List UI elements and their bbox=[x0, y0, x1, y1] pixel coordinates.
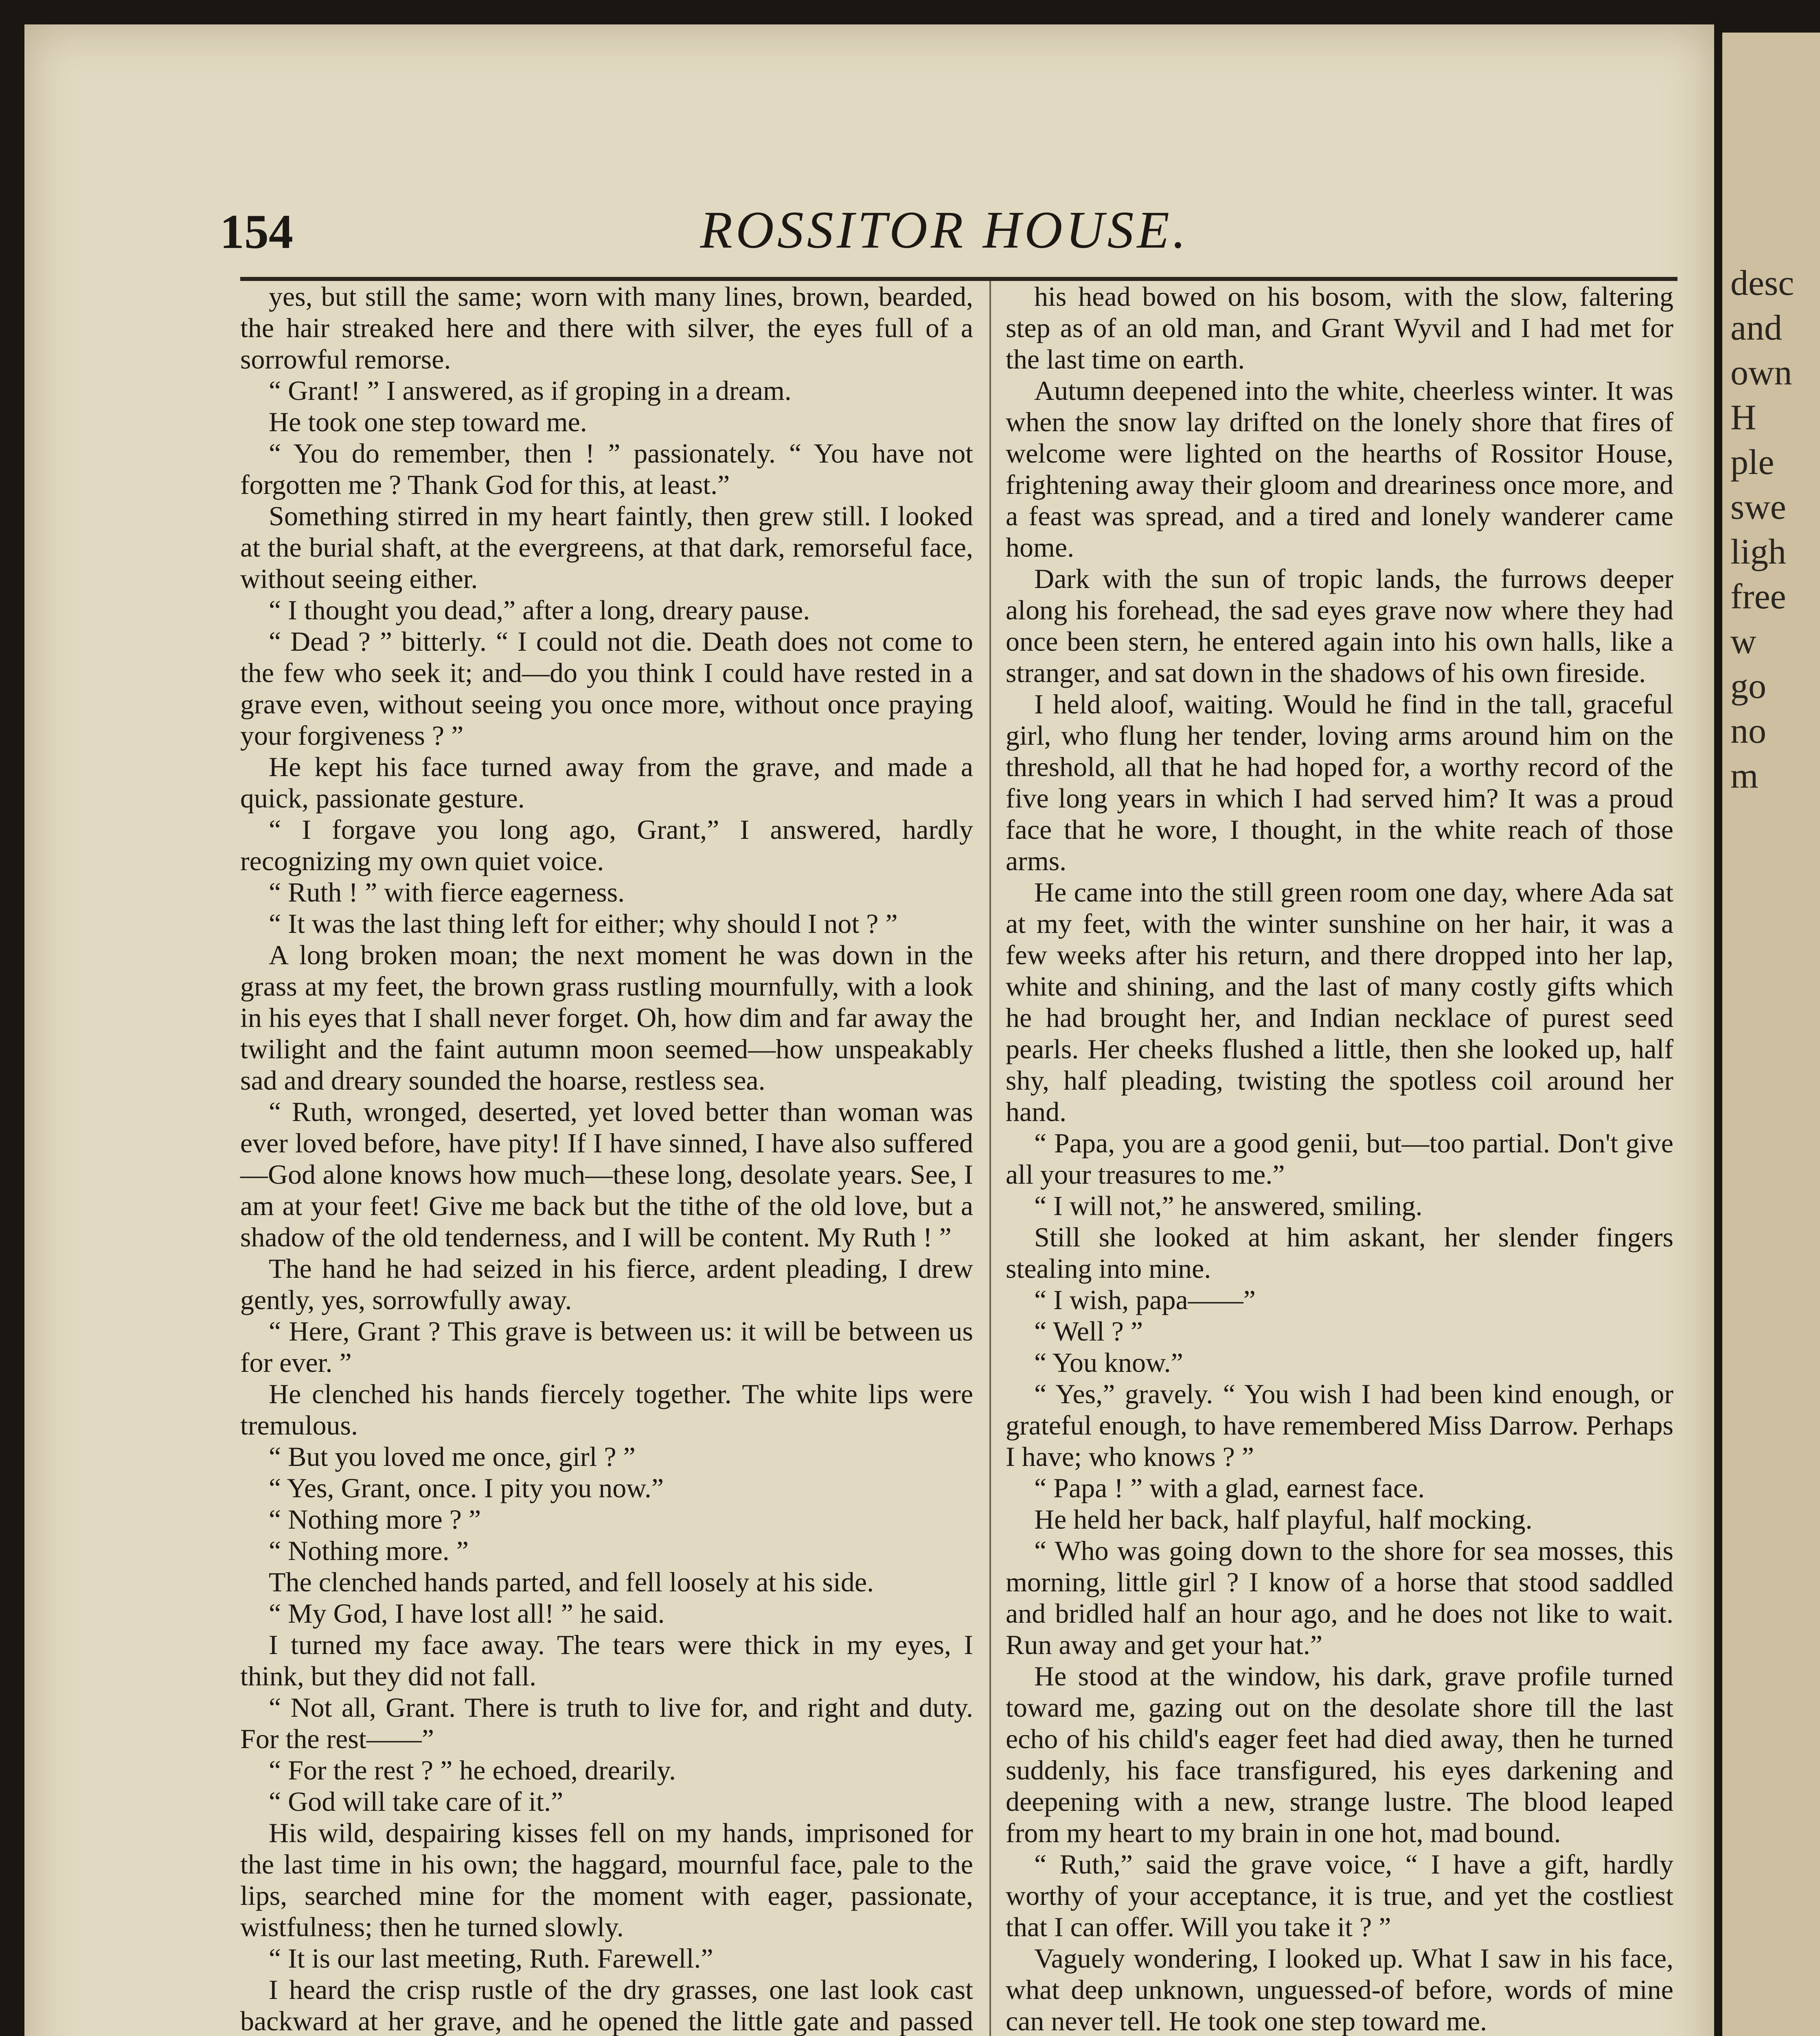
page-number: 154 bbox=[220, 204, 293, 259]
paragraph: A long broken moan; the next moment he was down in the grass at my feet, the brown grass rustling mournfully, with a look in his eyes that I shall never forget. Oh, how dim and far away the twilight and the faint autumn moon seemed—how unspeakably sad and dreary sounded the hoarse, restless sea. bbox=[240, 939, 973, 1096]
column-divider bbox=[989, 281, 991, 2036]
facing-page-fragment: own bbox=[1730, 353, 1792, 393]
facing-page-fragment: desc bbox=[1730, 263, 1794, 303]
paragraph: Vaguely wondering, I looked up. What I saw in his face, what deep unknown, unguessed-of before, words of mine can never tell. He took one step toward me. bbox=[1006, 1943, 1673, 2036]
facing-page-fragment: m bbox=[1730, 756, 1759, 796]
paragraph: I held aloof, waiting. Would he find in the tall, graceful girl, who flung her tender, loving arms around him on the threshold, all that he had hoped for, a worthy record of the five long years in which I had served him? It was a proud face that he wore, I thought, in the white reach of those arms. bbox=[1006, 689, 1673, 876]
header-rule bbox=[240, 277, 1677, 281]
paragraph: “ You do remember, then ! ” passionately. “ You have not forgotten me ? Thank God for this, at least.” bbox=[240, 438, 973, 500]
paragraph: “ Nothing more ? ” bbox=[269, 1504, 481, 1535]
paragraph: “ Papa, you are a good genii, but—too partial. Don't give all your treasures to me.” bbox=[1006, 1128, 1673, 1190]
paragraph: “ Not all, Grant. There is truth to live for, and right and duty. For the rest——” bbox=[240, 1692, 973, 1754]
paragraph: “ I thought you dead,” after a long, dreary pause. bbox=[269, 595, 810, 625]
paragraph: “ Dead ? ” bitterly. “ I could not die. Death does not come to the few who seek it; and—do you think I could have rested in a grave even, without seeing you once more, without once praying your forgiveness ? ” bbox=[240, 626, 973, 751]
paragraph: “ Papa ! ” with a glad, earnest face. bbox=[1034, 1472, 1425, 1503]
facing-page-fragment: w bbox=[1730, 622, 1756, 661]
facing-page-fragment: ple bbox=[1730, 443, 1774, 482]
paragraph: Dark with the sun of tropic lands, the furrows deeper along his forehead, the sad eyes grave now where they had once been stern, he entered again into his own halls, like a stranger, and sat down in the shadows of his own fireside. bbox=[1006, 563, 1673, 688]
paragraph: yes, but still the same; worn with many lines, brown, bearded, the hair streaked here and there with silver, the eyes full of a sorrowful remorse. bbox=[240, 281, 973, 375]
paragraph: “ Ruth,” said the grave voice, “ I have a gift, hardly worthy of your acceptance, it is true, and yet the costliest that I can offer. Will you take it ? ” bbox=[1006, 1849, 1673, 1942]
paragraph: “ I wish, papa——” bbox=[1034, 1284, 1256, 1315]
paragraph: “ It is our last meeting, Ruth. Farewell.” bbox=[269, 1943, 713, 1974]
paragraph: Autumn deepened into the white, cheerless winter. It was when the snow lay drifted on the lonely shore that fires of welcome were lighted on the hearths of Rossitor House, frightening away their gloom and dreariness once more, and a feast was spread, and a tired and lonely wanderer came home. bbox=[1006, 375, 1673, 563]
paragraph: The hand he had seized in his fierce, ardent pleading, I drew gently, yes, sorrowfully away. bbox=[240, 1253, 973, 1315]
paragraph: Still she looked at him askant, her slender fingers stealing into mine. bbox=[1006, 1222, 1673, 1284]
paragraph: His wild, despairing kisses fell on my hands, imprisoned for the last time in his own; the haggard, mournful face, pale to the lips, searched mine for the moment with eager, passionate, wistfulness; then he turned slowly. bbox=[240, 1817, 973, 1942]
paragraph: his head bowed on his bosom, with the slow, faltering step as of an old man, and Grant Wyvil and I had met for the last time on earth. bbox=[1006, 281, 1673, 375]
paragraph: “ Yes, Grant, once. I pity you now.” bbox=[269, 1472, 664, 1503]
paragraph: I heard the crisp rustle of the dry grasses, one last look cast backward at her grave, and he opened the little gate and passed bbox=[240, 1974, 973, 2036]
paragraph: “ Grant! ” I answered, as if groping in a dream. bbox=[269, 375, 792, 406]
paragraph: “ I forgave you long ago, Grant,” I answered, hardly recognizing my own quiet voice. bbox=[240, 814, 973, 876]
facing-page-fragment: H bbox=[1730, 398, 1756, 437]
left-text-column bbox=[240, 281, 973, 2036]
facing-page-fragment: free bbox=[1730, 577, 1786, 617]
paragraph: The clenched hands parted, and fell loosely at his side. bbox=[269, 1566, 874, 1597]
facing-page-fragment: and bbox=[1730, 308, 1783, 348]
paragraph: “ I will not,” he answered, smiling. bbox=[1034, 1190, 1423, 1221]
paragraph: “ God will take care of it.” bbox=[269, 1786, 564, 1817]
paragraph: “ Yes,” gravely. “ You wish I had been kind enough, or grateful enough, to have remembered Miss Darrow. Perhaps I have; who knows ? ” bbox=[1006, 1378, 1673, 1472]
paragraph: “ Well ? ” bbox=[1034, 1316, 1143, 1347]
paragraph: “ You know.” bbox=[1034, 1347, 1183, 1378]
right-text-column bbox=[1006, 281, 1673, 2036]
paragraph: He held her back, half playful, half mocking. bbox=[1034, 1504, 1533, 1535]
facing-page-fragment: no bbox=[1730, 711, 1766, 751]
paragraph: “ My God, I have lost all! ” he said. bbox=[269, 1598, 665, 1629]
facing-page-edge bbox=[1722, 33, 1820, 2036]
running-title: ROSSITOR HOUSE. bbox=[700, 201, 1189, 259]
paragraph: “ Nothing more. ” bbox=[269, 1535, 469, 1566]
paragraph: He stood at the window, his dark, grave profile turned toward me, gazing out on the desolate shore till the last echo of his child's eager feet had died away, then he turned suddenly, his face transfigured, his eyes darkening and deepening with a new, strange lustre. The blood leaped from my heart to my brain in one hot, mad bound. bbox=[1006, 1661, 1673, 1848]
paragraph: “ Ruth ! ” with fierce eagerness. bbox=[269, 877, 625, 908]
paragraph: He came into the still green room one day, where Ada sat at my feet, with the winter sunshine on her hair, it was a few weeks after his return, and there dropped into her lap, white and shining, and the last of many costly gifts which he had brought her, and Indian necklace of purest seed pearls. Her cheeks flushed a little, then she looked up, half shy, half pleading, twisting the spotless coil around her hand. bbox=[1006, 877, 1673, 1127]
paragraph: He clenched his hands fiercely together. The white lips were tremulous. bbox=[240, 1378, 973, 1441]
paragraph: He took one step toward me. bbox=[269, 406, 587, 437]
paragraph: “ Who was going down to the shore for sea mosses, this morning, little girl ? I know of a horse that stood saddled and bridled half an hour ago, and he does not like to wait. Run away and get your hat.” bbox=[1006, 1535, 1673, 1660]
paragraph: I turned my face away. The tears were thick in my eyes, I think, but they did not fall. bbox=[240, 1629, 973, 1692]
paragraph: “ Ruth, wronged, deserted, yet loved better than woman was ever loved before, have pity! If I have sinned, I have also suffered—God alone knows how much—these long, desolate years. See, I am at your feet! Give me back but the tithe of the old love, but a shadow of the old tenderness, and I will be content. My Ruth ! ” bbox=[240, 1096, 973, 1253]
paragraph: “ Here, Grant ? This grave is between us: it will be between us for ever. ” bbox=[240, 1316, 973, 1378]
facing-page-fragment: ligh bbox=[1730, 532, 1786, 572]
paragraph: Something stirred in my heart faintly, then grew still. I looked at the burial shaft, at the evergreens, at that dark, remorseful face, without seeing either. bbox=[240, 500, 973, 594]
facing-page-fragment: swe bbox=[1730, 487, 1786, 527]
paragraph: He kept his face turned away from the grave, and made a quick, passionate gesture. bbox=[240, 751, 973, 814]
paragraph: “ But you loved me once, girl ? ” bbox=[269, 1441, 636, 1472]
facing-page-fragment: go bbox=[1730, 667, 1766, 706]
paragraph: “ For the rest ? ” he echoed, drearily. bbox=[269, 1755, 676, 1786]
page-header bbox=[220, 191, 1669, 273]
paragraph: “ It was the last thing left for either; why should I not ? ” bbox=[269, 908, 898, 939]
